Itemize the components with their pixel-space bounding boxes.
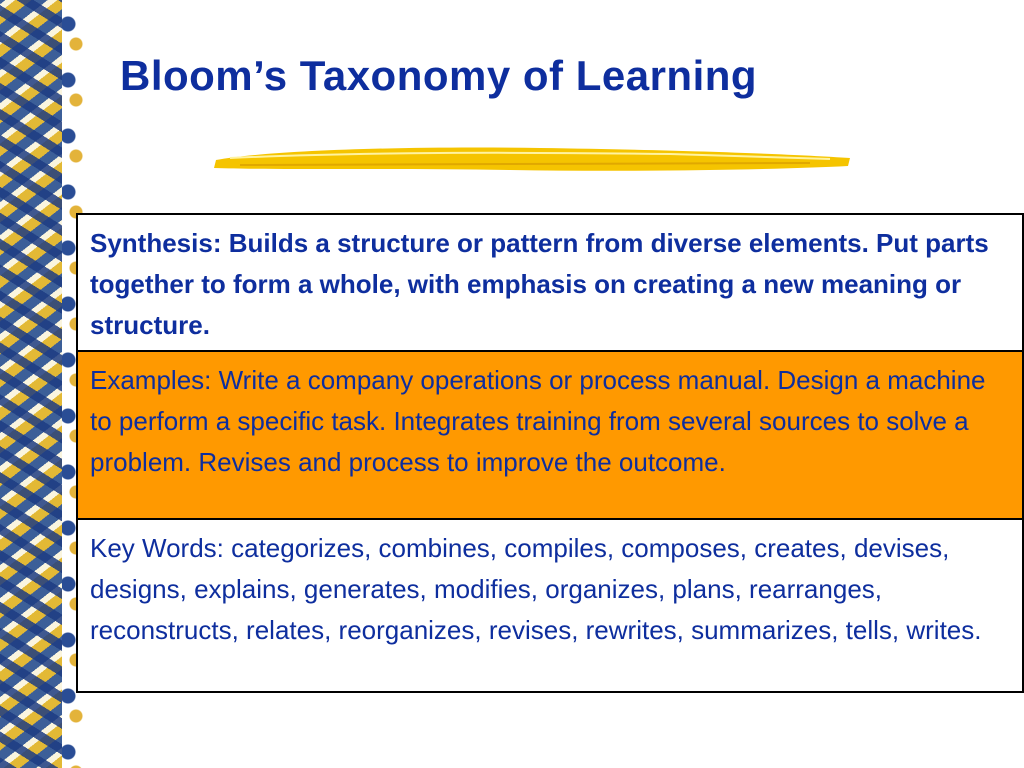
definition-cell [78,215,1022,350]
term-label: Synthesis: [90,228,222,258]
key-words-cell: Key Words: categorizes, combines, compiles, composes, creates, devises, designs, explains, generates, modifies, organizes, plans, rearranges, reconstructs, relates, reorganizes, revises, rewrites, summarizes, tells, writes. [90,533,982,645]
definition-text: Builds a structure or pattern from diverse elements. Put parts together to form a whole, with emphasis on creating a new meaning or structure. [90,228,989,340]
examples-cell: Examples: Write a company operations or process manual. Design a machine to perform a specific task. Integrates training from several sources to solve a problem. Revises and process to improve the outcome. [78,350,1022,520]
synthesis-table [76,213,1024,693]
highlighter-stroke-decoration [210,140,855,176]
decorative-left-border [0,0,62,768]
slide-title: Bloom’s Taxonomy of Learning [120,52,758,99]
